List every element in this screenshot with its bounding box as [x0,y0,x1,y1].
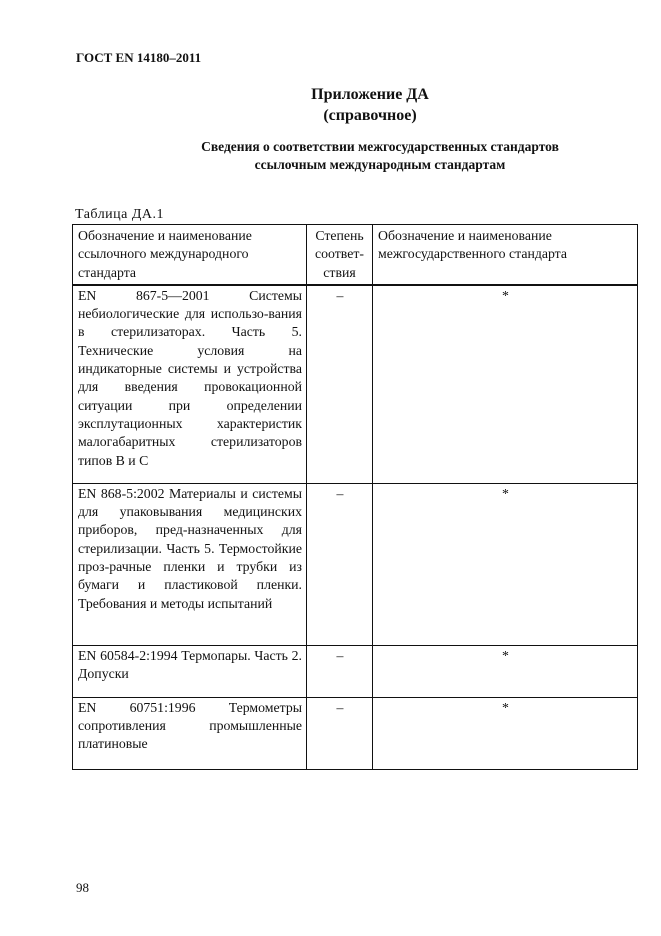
cell-interstate-standard: * [373,483,638,645]
appendix-title: Приложение ДА [311,86,429,103]
table-header-row [73,225,638,285]
cell-degree-of-conformity: – [307,645,373,697]
standards-correspondence-table [72,224,638,770]
table-label: Таблица ДА.1 [75,207,165,222]
section-heading-line-2: ссылочным международным стандартам [254,157,506,172]
cell-interstate-standard: * [373,697,638,769]
table-row [73,645,638,697]
cell-international-standard: EN 60751:1996 Термометры сопротивления промышленные платиновые [73,697,307,769]
cell-interstate-standard: * [373,645,638,697]
cell-degree-of-conformity: – [307,483,373,645]
table-row [73,285,638,484]
cell-international-standard: EN 868-5:2002 Материалы и системы для упаковывания медицинских приборов, пред-назначенных для стерилизации. Часть 5. Термостойкие проз-рачные пленки и трубки из бумаги и пластиковой пленки. Требования и методы испытаний [73,483,307,645]
section-heading-line-1: Сведения о соответствии межгосударственных стандартов [201,139,559,154]
cell-international-standard: EN 867-5—2001 Системы небиологические для использо-вания в стерилизаторах. Часть 5. Технические условия на индикаторные системы и устройства для введения провокационной ситуации при определении эксплутационных характеристик малогабаритных стерилизаторов типов B и C [73,285,307,484]
cell-degree-of-conformity: – [307,285,373,484]
table-row [73,483,638,645]
header-degree-of-conformity: Степень соответ-ствия [307,225,373,285]
cell-interstate-standard: * [373,285,638,484]
cell-degree-of-conformity: – [307,697,373,769]
table-row [73,697,638,769]
document-code: ГОСТ EN 14180–2011 [76,50,202,65]
appendix-subtitle: (справочное) [323,107,417,124]
header-international-standard: Обозначение и наименование ссылочного международного стандарта [73,225,307,285]
header-interstate-standard: Обозначение и наименование межгосударственного стандарта [373,225,638,285]
page-number: 98 [76,880,89,895]
cell-international-standard: EN 60584-2:1994 Термопары. Часть 2. Допуски [73,645,307,697]
